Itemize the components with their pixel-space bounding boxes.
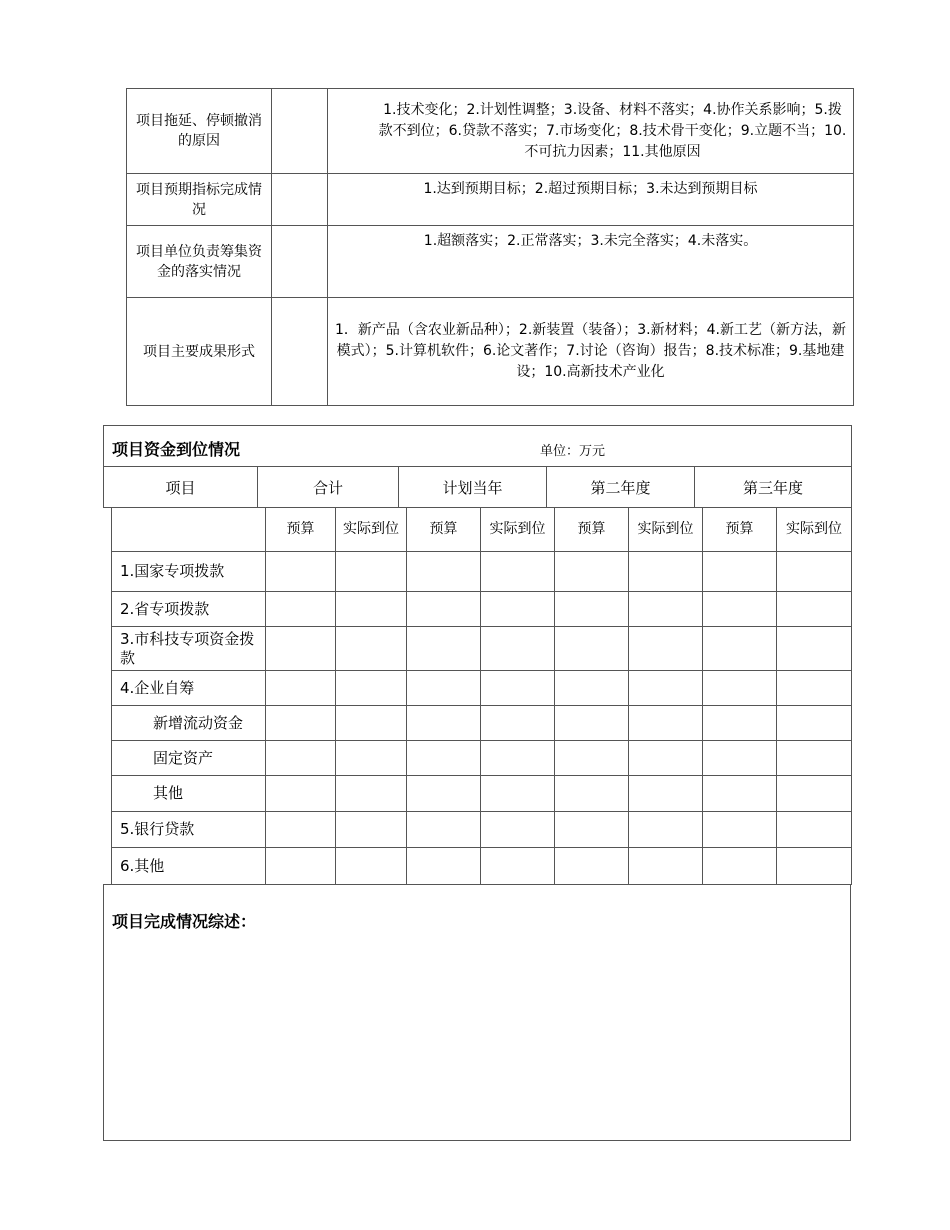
row-label: 项目预期指标完成情况	[127, 174, 272, 226]
data-cell[interactable]	[266, 741, 336, 776]
data-cell[interactable]	[266, 812, 336, 848]
table-row	[112, 706, 852, 741]
funding-title: 项目资金到位情况	[112, 440, 241, 459]
row-label: 其他	[112, 776, 266, 812]
data-cell[interactable]	[777, 848, 852, 885]
data-cell[interactable]	[481, 812, 555, 848]
data-cell[interactable]	[266, 776, 336, 812]
data-cell[interactable]	[266, 552, 336, 592]
data-cell[interactable]	[407, 706, 481, 741]
data-cell[interactable]	[336, 848, 407, 885]
data-cell[interactable]	[629, 812, 703, 848]
data-cell[interactable]	[555, 706, 629, 741]
data-cell[interactable]	[555, 671, 629, 706]
data-cell[interactable]	[266, 592, 336, 627]
data-cell[interactable]	[481, 848, 555, 885]
data-cell[interactable]	[407, 741, 481, 776]
data-cell[interactable]	[266, 848, 336, 885]
row-label: 4.企业自筹	[112, 671, 266, 706]
row-label: 2.省专项拨款	[112, 592, 266, 627]
data-cell[interactable]	[777, 592, 852, 627]
data-cell[interactable]	[629, 671, 703, 706]
options-text: 1.技术变化；2.计划性调整；3.设备、材料不落实；4.协作关系影响；5.拨款不到位；6.贷款不落实；7.市场变化；8.技术骨干变化；9.立题不当；10.不可抗力因素；11.其他原因	[328, 89, 854, 174]
table-row	[112, 627, 852, 671]
row-label: 新增流动资金	[112, 706, 266, 741]
options-text: 1．新产品（含农业新品种）；2.新装置（装备）；3.新材料；4.新工艺（新方法，新模式）；5.计算机软件；6.论文著作；7.讨论（咨询）报告；8.技术标准；9.基地建设；10.高新技术产业化	[328, 298, 854, 406]
data-cell[interactable]	[555, 848, 629, 885]
row-label: 项目单位负责筹集资金的落实情况	[127, 226, 272, 298]
data-cell[interactable]	[777, 776, 852, 812]
data-cell[interactable]	[703, 627, 777, 671]
data-cell[interactable]	[629, 706, 703, 741]
data-cell[interactable]	[336, 776, 407, 812]
data-cell[interactable]	[703, 592, 777, 627]
column-header: 合计	[258, 467, 399, 508]
answer-cell[interactable]	[272, 226, 328, 298]
funding-unit: 单位：万元	[540, 444, 606, 459]
data-cell[interactable]	[266, 706, 336, 741]
data-cell[interactable]	[777, 741, 852, 776]
data-cell[interactable]	[555, 812, 629, 848]
data-cell[interactable]	[777, 706, 852, 741]
data-cell[interactable]	[555, 741, 629, 776]
table-row	[112, 592, 852, 627]
subheader-budget: 预算	[555, 508, 629, 552]
subheader-actual: 实际到位	[629, 508, 703, 552]
row-label: 5.银行贷款	[112, 812, 266, 848]
table-row	[127, 298, 854, 406]
data-cell[interactable]	[703, 812, 777, 848]
data-cell[interactable]	[777, 552, 852, 592]
data-cell[interactable]	[703, 671, 777, 706]
data-cell[interactable]	[555, 552, 629, 592]
data-cell[interactable]	[266, 627, 336, 671]
data-cell[interactable]	[407, 812, 481, 848]
funding-column-headers	[103, 466, 852, 508]
data-cell[interactable]	[407, 552, 481, 592]
project-status-table	[126, 88, 854, 406]
data-cell[interactable]	[266, 671, 336, 706]
column-header: 项目	[104, 467, 258, 508]
data-cell[interactable]	[407, 627, 481, 671]
answer-cell[interactable]	[272, 174, 328, 226]
subheader-budget: 预算	[703, 508, 777, 552]
subheader-actual: 实际到位	[336, 508, 407, 552]
data-cell[interactable]	[777, 627, 852, 671]
row-label: 1.国家专项拨款	[112, 552, 266, 592]
data-cell[interactable]	[481, 552, 555, 592]
data-cell[interactable]	[629, 627, 703, 671]
table-row	[112, 776, 852, 812]
subheader-budget: 预算	[407, 508, 481, 552]
summary-title: 项目完成情况综述：	[112, 912, 257, 931]
data-cell[interactable]	[407, 671, 481, 706]
data-cell[interactable]	[703, 848, 777, 885]
data-cell[interactable]	[629, 592, 703, 627]
answer-cell[interactable]	[272, 89, 328, 174]
data-cell[interactable]	[555, 627, 629, 671]
data-cell[interactable]	[555, 592, 629, 627]
data-cell[interactable]	[555, 776, 629, 812]
funding-table	[111, 507, 852, 885]
subheader-actual: 实际到位	[777, 508, 852, 552]
options-text: 1.超额落实；2.正常落实；3.未完全落实；4.未落实。	[328, 226, 854, 298]
data-cell[interactable]	[336, 706, 407, 741]
data-cell[interactable]	[703, 706, 777, 741]
column-header: 计划当年	[399, 467, 547, 508]
funding-header	[103, 425, 852, 467]
column-header: 第三年度	[695, 467, 852, 508]
subheader-row	[112, 508, 852, 552]
table-row	[112, 552, 852, 592]
data-cell[interactable]	[481, 706, 555, 741]
data-cell[interactable]	[481, 592, 555, 627]
row-label: 3.市科技专项资金拨款	[112, 627, 266, 671]
table-row	[112, 741, 852, 776]
table-row	[104, 467, 852, 508]
data-cell[interactable]	[336, 741, 407, 776]
row-label: 6.其他	[112, 848, 266, 885]
row-label: 项目主要成果形式	[127, 298, 272, 406]
table-row	[127, 174, 854, 226]
row-label: 固定资产	[112, 741, 266, 776]
row-label: 项目拖延、停顿撤消的原因	[127, 89, 272, 174]
data-cell[interactable]	[777, 812, 852, 848]
table-row	[127, 226, 854, 298]
column-header: 第二年度	[547, 467, 695, 508]
data-cell[interactable]	[336, 671, 407, 706]
summary-box[interactable]	[103, 884, 851, 1141]
options-text: 1.达到预期目标；2.超过预期目标；3.未达到预期目标	[328, 174, 854, 226]
table-row	[112, 812, 852, 848]
blank-header-cell	[112, 508, 266, 552]
data-cell[interactable]	[703, 741, 777, 776]
data-cell[interactable]	[629, 848, 703, 885]
answer-cell[interactable]	[272, 298, 328, 406]
subheader-budget: 预算	[266, 508, 336, 552]
data-cell[interactable]	[703, 776, 777, 812]
data-cell[interactable]	[407, 848, 481, 885]
data-cell[interactable]	[703, 552, 777, 592]
data-cell[interactable]	[629, 552, 703, 592]
data-cell[interactable]	[336, 627, 407, 671]
data-cell[interactable]	[336, 592, 407, 627]
data-cell[interactable]	[336, 552, 407, 592]
data-cell[interactable]	[481, 776, 555, 812]
data-cell[interactable]	[481, 671, 555, 706]
table-row	[127, 89, 854, 174]
data-cell[interactable]	[481, 741, 555, 776]
table-row	[112, 671, 852, 706]
data-cell[interactable]	[629, 776, 703, 812]
table-row	[112, 848, 852, 885]
data-cell[interactable]	[629, 741, 703, 776]
data-cell[interactable]	[336, 812, 407, 848]
data-cell[interactable]	[481, 627, 555, 671]
data-cell[interactable]	[407, 776, 481, 812]
subheader-actual: 实际到位	[481, 508, 555, 552]
data-cell[interactable]	[777, 671, 852, 706]
data-cell[interactable]	[407, 592, 481, 627]
